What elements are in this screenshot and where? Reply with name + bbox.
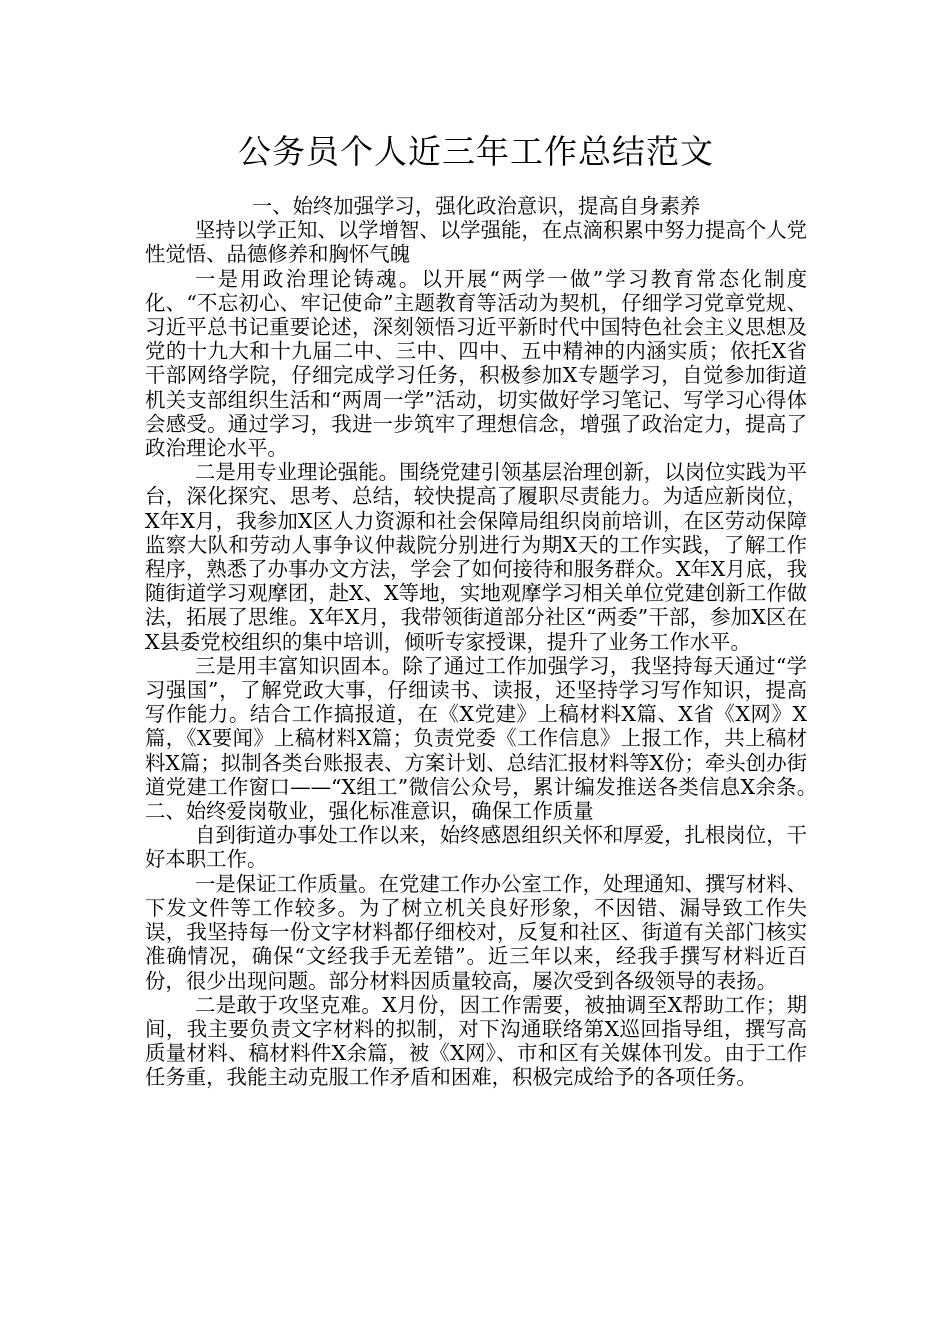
body-paragraph: 一是用政治理论铸魂。以开展“两学一做”学习教育常态化制度化、“不忘初心、牢记使命”主题教育等活动为契机，仔细学习党章党规、习近平总书记重要论述，深刻领悟习近平新时代中国特色社会主义思想及党的十九大和十九届二中、三中、四中、五中精神的内涵实质；依托X省干部网络学院，仔细完成学习任务，积极参加X专题学习，自觉参加街道机关支部组织生活和“两周一学”活动，切实做好学习笔记、写学习心得体会感受。通过学习，我进一步筑牢了理想信念，增强了政治定力，提高了政治理论水平。 <box>145 266 807 461</box>
body-paragraph: 一是保证工作质量。在党建工作办公室工作，处理通知、撰写材料、下发文件等工作较多。为了树立机关良好形象，不因错、漏导致工作失误，我坚持每一份文字材料都仔细校对，反复和社区、街道有关部门核实准确情况，确保“文经我手无差错”。近三年以来，经我手撰写材料近百份，很少出现问题。部分材料因质量较高，屡次受到各级领导的表扬。 <box>145 871 807 993</box>
body-paragraph: 二是用专业理论强能。围绕党建引领基层治理创新，以岗位实践为平台，深化探究、思考、总结，较快提高了履职尽责能力。为适应新岗位，X年X月，我参加X区人力资源和社会保障局组织岗前培训，在区劳动保障监察大队和劳动人事争议仲裁院分别进行为期X天的工作实践，了解工作程序，熟悉了办事办文方法，学会了如何接待和服务群众。X年X月底，我随街道学习观摩团，赴X、X等地，实地观摩学习相关单位党建创新工作做法，拓展了思维。X年X月，我带领街道部分社区“两委”干部，参加X区在X县委党校组织的集中培训，倾听专家授课，提升了业务工作水平。 <box>145 460 807 654</box>
body-paragraph: 三是用丰富知识固本。除了通过工作加强学习，我坚持每天通过“学习强国”，了解党政大事，仔细读书、读报，还坚持学习写作知识，提高写作能力。结合工作搞报道，在《X党建》上稿材料X篇、X省《X网》X篇，《X要闻》上稿材料X篇；负责党委《工作信息》上报工作，共上稿材料X篇；拟制各类台账报表、方案计划、总结汇报材料等X份；牵头创办街道党建工作窗口——“X组工”微信公众号，累计编发推送各类信息X余条。 二、始终爱岗敬业，强化标准意识，确保工作质量 <box>145 653 848 824</box>
section-heading-1: 一、始终加强学习，强化政治意识，提高自身素养 <box>251 194 701 218</box>
body-paragraph: 二是敢于攻坚克难。X月份，因工作需要，被抽调至X帮助工作；期间，我主要负责文字材料的拟制，对下沟通联络第X巡回指导组，撰写高质量材料、稿材料件X余篇，被《X网》、市和区有关媒体刊发。由于工作任务重，我能主动克服工作矛盾和困难，积极完成给予的各项任务。 <box>145 992 807 1090</box>
document-page <box>145 124 848 1090</box>
document-title: 公务员个人近三年工作总结范文 <box>238 132 714 171</box>
body-paragraph: 坚持以学正知、以学增智、以学强能，在点滴积累中努力提高个人党性觉悟、品德修养和胸怀气魄 <box>145 218 807 267</box>
body-paragraph: 自到街道办事处工作以来，始终感恩组织关怀和厚爱，扎根岗位，干好本职工作。 <box>145 823 807 872</box>
